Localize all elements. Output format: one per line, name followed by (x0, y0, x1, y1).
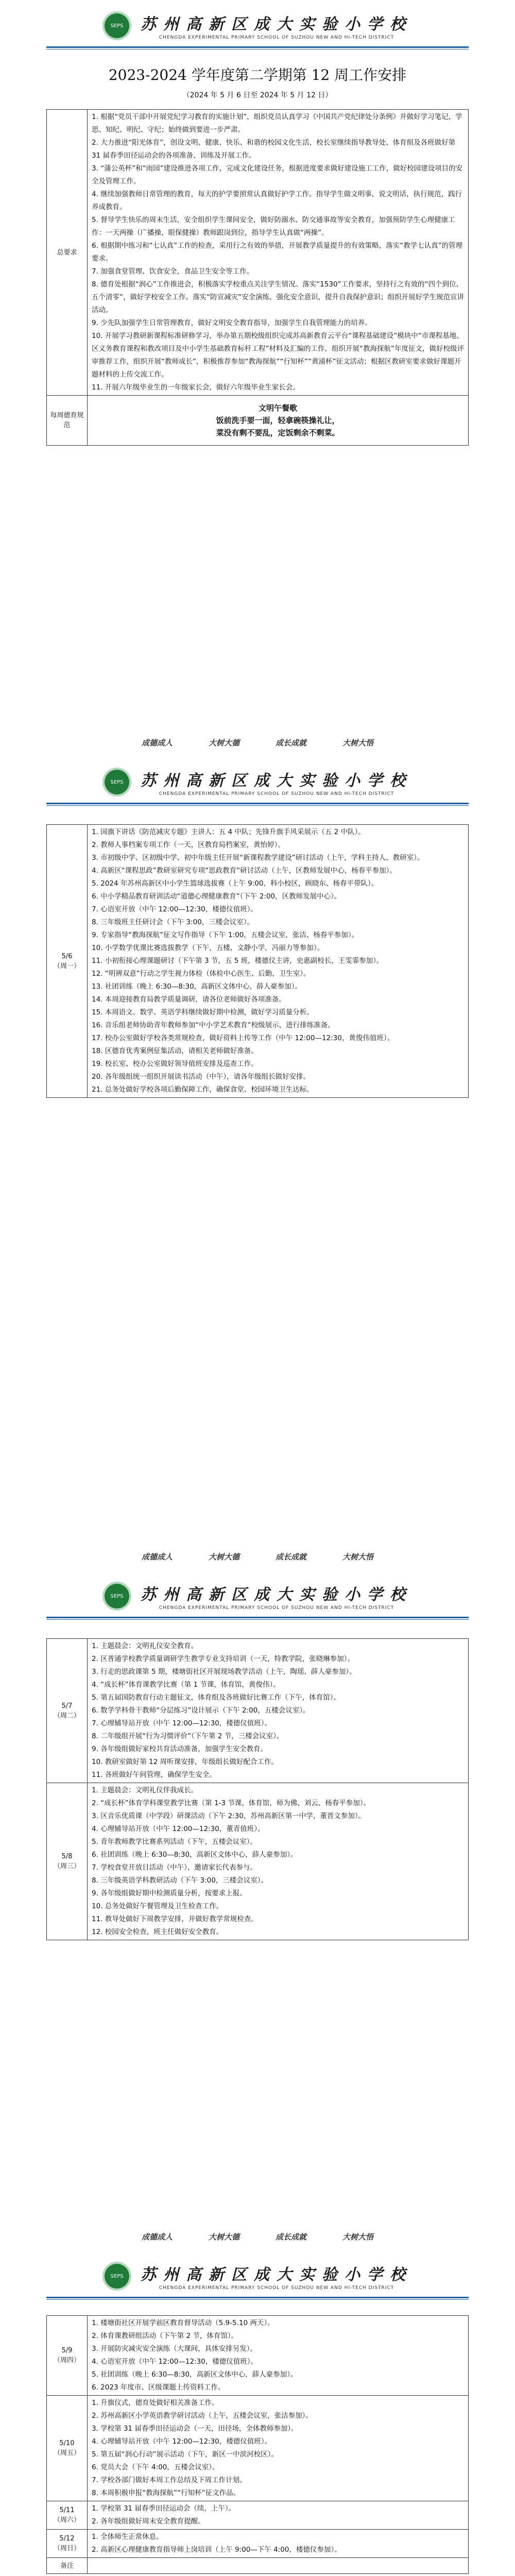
schedule-item: 20. 各年级组统一组织开展读书活动（中午），请各年级组长做好安排。 (92, 1073, 311, 1081)
schedule-item: 9. 各年级组做好家校共育活动准备，加强学生安全教育。 (92, 1745, 268, 1753)
school-banner (0, 5, 515, 46)
schedule-item: 9. 各年级组做好期中检测质量分析，按要求上报。 (92, 1889, 247, 1897)
schedule-item: 2. 教师人事档案专项工作（一天，区教育局档案室，黄怡婷）。 (92, 841, 285, 849)
school-name: 苏州高新区成大实验小学校 (141, 1586, 413, 1604)
schedule-item: 8. 德育处根据“润心”工作推进会，积极落实学校重点关注学生情况。落实“1530”工作要求，坚持行之有效的“四个到位、五个清零”，做好学校安全工作。落实“防宣减灾”安全演练，强化安全意识，提升自我保护意识；组织开展好学生规范宣讲活动。 (92, 280, 464, 314)
schedule-item: 6. 中小学精品教育研训活动“道德心理健康教育”（下午 2:00，区教师发展中心）。 (92, 892, 341, 901)
day-row (47, 1783, 469, 1940)
day-content (88, 2396, 469, 2501)
motto-bar (0, 721, 515, 761)
schedule-item: 1. 楼塘街社区开展学前区教育督导活动（5.9-5.10 两天）。 (92, 2319, 274, 2327)
schedule-table-thu-sun (46, 2315, 469, 2574)
poem-line: 菜没有剩不要乱，定饭剩余不剩菜。 (216, 428, 340, 437)
schedule-item: 4. 心理辅导站开放（中午 12:00—12:30，楼德仪值班）。 (92, 2437, 272, 2446)
schedule-item: 2. “成长杯”体育学科课堂教学比赛（第 1-3 节课，体育馆，师为佛、刘云、杨春平参加）。 (92, 1799, 371, 1807)
schedule-item: 8. 三年级班主任研讨会（下午 3:00，三楼会议室）。 (92, 918, 254, 926)
schedule-item: 6. 根据期中练习和“七认真”工作的检查，采用行之有效的举措，开展教学质量提升的有效策略，落实“教学七认真”的管理要求。 (92, 242, 463, 263)
day-content (88, 1783, 469, 1940)
schedule-item: 7. 心语室开放（中午 12:00—12:30，楼德仪值班）。 (92, 905, 258, 913)
day-label: 5/6 （周一） (47, 825, 88, 1098)
day-row (47, 2501, 469, 2530)
schedule-item: 15. 本周语文、数学、英语学科继续做好期中检测，做好学习质量分析。 (92, 1008, 314, 1016)
schedule-item: 2. 体育课教研组活动（下午第 2 节，体育馆）。 (92, 2332, 238, 2340)
school-name: 苏州高新区成大实验小学校 (141, 2266, 413, 2284)
schedule-item: 2. 高新区心理健康教育指导师上岗培训（上午 9:00—下午 4:00，楼德仪参加）。 (92, 2546, 341, 2554)
header-rule (46, 46, 469, 48)
day-row (47, 2316, 469, 2396)
summary-content (88, 110, 469, 396)
schedule-item: 11. 小初衔接心理课题研讨（下午第 3 节，五 5 班，楼德仪主讲，史惠副校长，王雯霏参加）。 (92, 957, 384, 965)
schedule-item: 3. 区音乐优质课（中学段）研课活动（下午 2:30，苏州高新区第一中学，董晋文参加）。 (92, 1812, 366, 1820)
motto-text: 大树大悟 (342, 2232, 374, 2242)
schedule-table-tue-wed (46, 1638, 469, 1940)
day-content (88, 825, 469, 1098)
schedule-item: 4. 继续加强教师日常管理的教育，每天的护学要照常认真做好护学工作。指导学生做文明事，说文明话，执行规范，践行养成教育。 (92, 190, 462, 211)
schedule-item: 11. 教导处做好下周教学安排，并做好教学常规检查。 (92, 1915, 258, 1923)
remark-row (47, 2558, 469, 2574)
schedule-item: 8. 三年级英语学科教研活动（下午 3:00，三楼会议室）。 (92, 1876, 268, 1885)
schedule-item: 7. 学校各部门做好本周工作总结及下周工作计划。 (92, 2476, 247, 2484)
day-label: 5/7 （周二） (47, 1639, 88, 1783)
school-logo (102, 2262, 131, 2291)
motto-text: 大树大德 (208, 1552, 239, 1562)
schedule-item: 2. 苏州高新区小学英语教学研讨活动（上午，五楼会议室，张洁参加）。 (92, 2412, 313, 2420)
schedule-item: 5. 2024 年苏州高新区中小学生篮球选拔赛（上午 9:00，科小校区，顾晓东、杨春平带队）。 (92, 879, 379, 888)
schedule-item: 3. 行走的思政课第 5 期，楼塘街社区开展现场教学活动（上午，陶瑶、薛人豪参加）。 (92, 1668, 356, 1676)
day-label: 5/9 （周四） (47, 2316, 88, 2396)
schedule-item: 1. 学校第 31 届春季田径运动会（续，上午）。 (92, 2504, 236, 2513)
schedule-item: 1. 主题晨会：文明礼仪伴我成长。 (92, 1786, 198, 1794)
remark-content (88, 2558, 469, 2574)
schedule-item: 2. 各年级组做好周末安全教育提醒。 (92, 2517, 205, 2526)
page-4 (0, 2215, 515, 2576)
day-row (47, 2396, 469, 2501)
day-content (88, 1639, 469, 1783)
schedule-item: 16. 音乐组老师协助青年教师参加“中小学艺术教育”校级展示，进行排练准备。 (92, 1021, 335, 1029)
schedule-item: 1. 根据“党员干部中开展党纪学习教育的实施计划”，组织党员认真学习《中国共产党纪律处分条例》并做好学习笔记，学思、知纪、明纪、守纪；始终做到要进一步严肃。 (92, 113, 462, 134)
poem-title: 文明午餐歌 (258, 403, 297, 413)
poem-label: 每周德育规范 (47, 396, 88, 446)
school-name: 苏州高新区成大实验小学校 (141, 15, 413, 33)
schedule-item: 14. 本周迎接教育局教学质量调研，请各位老师做好各项准备。 (92, 995, 286, 1004)
schedule-table-monday (46, 824, 469, 1098)
school-english-name: CHENGDA EXPERIMENTAL PRIMARY SCHOOL OF SUZHOU NEW AND HI-TECH DISTRICT (159, 791, 394, 796)
school-english-name: CHENGDA EXPERIMENTAL PRIMARY SCHOOL OF SUZHOU NEW AND HI-TECH DISTRICT (159, 1605, 394, 1611)
schedule-item: 10. 开展学习教研新课程标准研修学习，举办第五期校级组织完成苏高新教育云平台“课程基础建设”模块中“市课程基地、区义务教育课程和教改项目及中小学生基础教育标杆工程”材料及汇编的工作，组织开展“教海探航”年度征文，做好校级评审推荐工作，组织开展“教师成长”，积极推荐参加“教海探航”“行知杯”“黄浦杯”征文活动；根据区教研室要求做好课题开题材料的上传交流工作。 (92, 332, 464, 379)
header-rule (46, 2297, 469, 2298)
school-logo (102, 768, 131, 796)
date-range: （2024 年 5 月 6 日至 2024 年 5 月 12 日） (182, 91, 333, 99)
schedule-item: 2. 区普通学校教学质量调研学生教学专业支持培训（一天，特教学院，张晓琳参加）。 (92, 1655, 354, 1663)
schedule-item: 19. 校长室、校办公室做好领导值班安排及巡查工作。 (92, 1060, 258, 1068)
day-row (47, 2530, 469, 2558)
motto-text: 大树大德 (208, 2232, 239, 2242)
schedule-item: 4. 高新区“课程思政”教研室研究专项“思政教育”研讨活动（上午，区教师发展中心，杨春平参加）。 (92, 867, 397, 875)
summary-table (46, 109, 469, 446)
schedule-item: 11. 开展六年级毕业生的一年级家长会，做好六年级毕业生家长会。 (92, 383, 300, 392)
motto-text: 成长成就 (276, 1552, 307, 1562)
schedule-item: 7. 心理辅导站开放（中午 12:00—12:30，楼德仪值班）。 (92, 1719, 272, 1727)
schedule-item: 5. 督导学生快乐的周末生活，安全组织学生课间安全，做好防溺水、防交通事故等安全教育，加强预防学生心理健康工作：一天两操（广播操、眼保健操）教师跟岗到位，指导学生认真做“两操”。 (92, 216, 455, 237)
schedule-item: 10. 小学数学优课比赛选拔教学（下午，五楼，文静小学，冯丽力等参加）。 (92, 944, 324, 952)
summary-row (47, 110, 469, 396)
day-label: 5/8 （周三） (47, 1783, 88, 1940)
motto-text: 大树大德 (208, 738, 239, 748)
schedule-item: 12. 校园安全检查，班主任做好安全教育。 (92, 1928, 224, 1936)
schedule-item: 13. 社团训练（晚上 6:30—8:30，高新区文体中心，薛人豪参加）。 (92, 982, 302, 991)
schedule-item: 8. 本周积极申报“教海探航”“行知杯”征文作品。 (92, 2489, 241, 2497)
school-english-name: CHENGDA EXPERIMENTAL PRIMARY SCHOOL OF SUZHOU NEW AND HI-TECH DISTRICT (159, 35, 394, 40)
schedule-item: 3. 开展防灾减灾安全演练（大课间，具体安排另发）。 (92, 2345, 257, 2353)
school-banner (0, 761, 515, 803)
schedule-item: 9. 专家指导“教海探航”征文写作指导（下午 1:00，五楼会议室，张洁、杨春平参加）。 (92, 931, 359, 939)
schedule-item: 3. 市初级中学、区初级中学、初中年级主任开展“新课程教学建设”研讨活动（上午，学科主持人、教研室）。 (92, 854, 424, 862)
motto-bar (0, 2215, 515, 2256)
school-logo (102, 11, 131, 40)
page-1 (0, 0, 515, 721)
logo-text: SEPS (110, 1593, 124, 1599)
header-rule (46, 1617, 469, 1618)
school-english-name: CHENGDA EXPERIMENTAL PRIMARY SCHOOL OF SUZHOU NEW AND HI-TECH DISTRICT (159, 2285, 394, 2291)
page-3 (0, 1535, 515, 2215)
schedule-item: 10. 教研室做好第 12 周听课安排，年级组长做好配合工作。 (92, 1758, 279, 1766)
day-content (88, 2530, 469, 2558)
motto-text: 成长成就 (276, 2232, 307, 2242)
day-label: 5/11 （周六） (47, 2501, 88, 2530)
schedule-item: 21. 总务处做好学校各项后勤保障工作，确保食堂、校园环境卫生达标。 (92, 1086, 314, 1094)
schedule-item: 1. 国旗下讲话《防范减灾专题》主讲人：五 4 中队；先锋升旗手风采展示（五 2 中队）。 (92, 828, 365, 836)
school-name: 苏州高新区成大实验小学校 (141, 772, 413, 790)
schedule-item: 6. 2023 年度市、区级课题上传资料工作。 (92, 2383, 225, 2392)
school-banner (0, 2256, 515, 2297)
remark-label: 备注 (47, 2558, 88, 2574)
day-content (88, 2316, 469, 2396)
schedule-item: 5. 社团训练（晚上 6:30—8:30，高新区文体中心，薛人豪参加）。 (92, 2370, 298, 2379)
schedule-item: 7. 学校食堂开放日活动（中午），邀请家长代表参与。 (92, 1863, 257, 1872)
motto-text: 成长成就 (276, 738, 307, 748)
schedule-item: 4. 心语室开放（中午 12:00—12:30，楼德仪值班）。 (92, 2358, 258, 2366)
poem-line: 饭前洗手要一面，轻拿碗筷操礼让， (216, 416, 340, 425)
day-row (47, 825, 469, 1098)
school-logo (102, 1582, 131, 1611)
schedule-item: 18. 区德育优秀案例征集活动，请相关老师做好准备。 (92, 1047, 258, 1055)
logo-text: SEPS (110, 779, 124, 785)
schedule-item: 5. 第五届国防教育行动主题征文，体育组及各班做好比赛工作（下午，体育馆）。 (92, 1693, 340, 1702)
schedule-item: 2. 大力推进“阳光体育”，创设文明、健康、快乐、和谐的校园文化生活，校长室继续指导教导处、体育组及各班做好第 31 届春季田径运动会的各项准备、训练及开展工作。 (92, 139, 456, 160)
schedule-item: 4. “成长杯”体育课教学比赛（第 1 节课，体育馆，黄俊伟）。 (92, 1681, 280, 1689)
logo-text: SEPS (110, 23, 124, 29)
schedule-item: 4. 心理辅导站开放（中午 12:00—12:30，董青值班）。 (92, 1825, 265, 1833)
page-2 (0, 721, 515, 1535)
schedule-item: 6. 数学学科骨干教师“分层练习”设计展示（下午 2:00，五楼会议室）。 (92, 1706, 310, 1715)
summary-label: 总要求 (47, 110, 88, 396)
schedule-item: 5. 第五届“润心行动”展示活动（下午，新区一中滨河校区）。 (92, 2450, 278, 2459)
schedule-item: 12. “明辨双意”行动之学生视力体检（体检中心医生、后勤，卫生室）。 (92, 970, 311, 978)
motto-text: 大树大悟 (342, 738, 374, 748)
schedule-item: 1. 升旗仪式，德育处做好相关准备工作。 (92, 2399, 219, 2407)
schedule-item: 1. 全体师生正常休息。 (92, 2533, 163, 2541)
day-row (47, 1639, 469, 1783)
page-title: 2023-2024 学年度第二学期第 12 周工作安排 (108, 66, 407, 83)
schedule-item: 3. 学校第 31 届春季田径运动会（一天，田径场，全体教师参加）。 (92, 2425, 298, 2433)
day-label: 5/12 （周日） (47, 2530, 88, 2558)
schedule-item: 17. 校办公室做好学校各类常规检查，做好资料上传等工作（中午 12:00—12:30，黄俊伟值班）。 (92, 1034, 394, 1042)
poem-row (47, 396, 469, 446)
day-label: 5/10 （周五） (47, 2396, 88, 2501)
schedule-item: 6. 社团训练（晚上 6:30—8:30，高新区文体中心，薛人豪参加）。 (92, 1851, 298, 1859)
motto-bar (0, 1535, 515, 1575)
schedule-item: 6. 党员大会（下午 4:00，五楼会议室）。 (92, 2463, 219, 2471)
schedule-item: 8. 二年级组开展“行为习惯评价”（下午第 2 节，三楼会议室）。 (92, 1732, 284, 1740)
schedule-item: 1. 主题晨会：文明礼仪安全教育。 (92, 1642, 198, 1650)
poem-content (88, 396, 469, 446)
schedule-item: 3. “蒲公英杯”和“雨园”建设推进各项工作，完成文化建设任务，根据进度要求做好建设施工工作，做好校园建设项目的安全及管理工作。 (92, 164, 463, 185)
motto-text: 大树大悟 (342, 1552, 374, 1562)
motto-text: 成德成人 (141, 1552, 173, 1562)
schedule-item: 7. 加强食堂管理、饮食安全，食品卫生安全等工作。 (92, 267, 254, 276)
schedule-item: 10. 总务处做好午餐管理及卫生检查工作。 (92, 1902, 224, 1910)
school-banner (0, 1575, 515, 1617)
logo-text: SEPS (110, 2273, 124, 2279)
motto-text: 成德成人 (141, 2232, 173, 2242)
header-rule (46, 803, 469, 804)
schedule-item: 11. 各班做好午间管理，确保学生安全。 (92, 1771, 216, 1779)
schedule-item: 5. 青年教师教学比赛系列活动（下午，五楼会议室）。 (92, 1838, 257, 1846)
schedule-item: 9. 少先队加强学生日常管理教育，做好文明安全教育指导，加强学生自我管理能力的培养。 (92, 319, 372, 327)
day-content (88, 2501, 469, 2530)
motto-text: 成德成人 (141, 738, 173, 748)
